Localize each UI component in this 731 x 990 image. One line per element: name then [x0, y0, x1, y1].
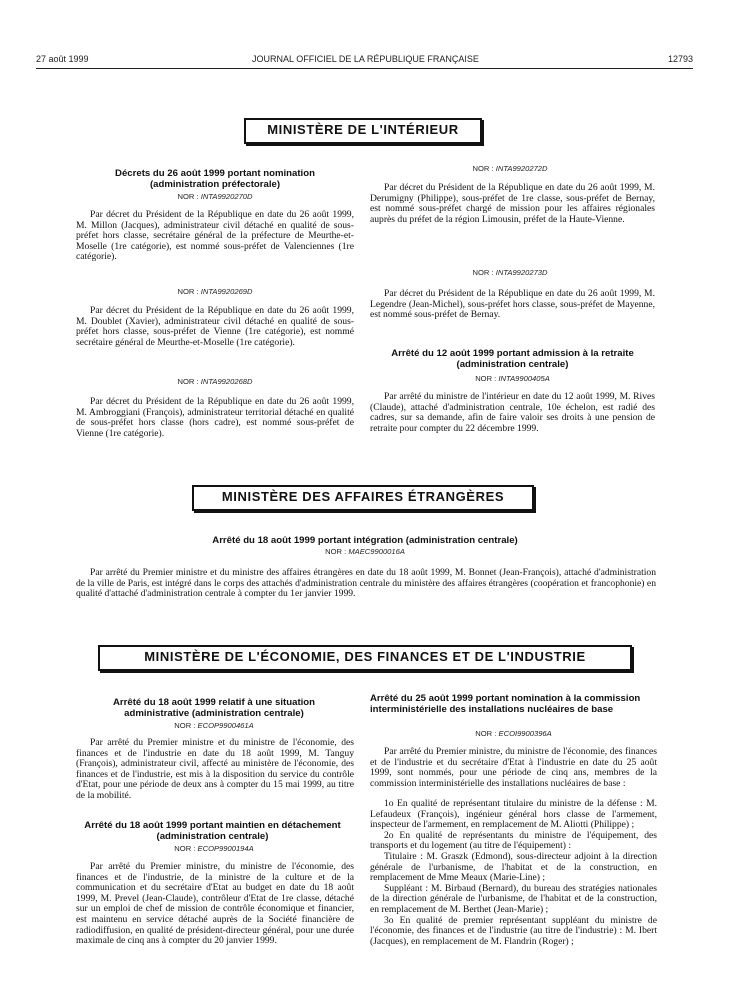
- nor-commission: NOR : ECOI9900396A: [475, 729, 552, 738]
- decrets-title: Décrets du 26 août 1999 portant nomination (administration préfectorale): [115, 168, 315, 190]
- arrete-situation-title: Arrêté du 18 août 1999 relatif à une situation administrative (administration centrale): [112, 697, 316, 719]
- decret-legendre: Par décret du Président de la République en date du 26 août 1999, M. Legendre (Jean-Michel), sous-préfet hors classe, sous-préfet de Mayenne, est nommé sous-préfet de Bernay.: [370, 288, 655, 321]
- list-item: 2o En qualité de représentants du ministre de l'équipement, des transports et du logement (au titre de l'équipement) :: [370, 829, 657, 852]
- nor-arrete-retraite: NOR : INTA9900405A: [475, 374, 550, 383]
- list-item: Suppléant : M. Birbaud (Bernard), du bureau des stratégies nationales de la direction générale de l'urbanisme, de l'habitat et de la construction, en remplacement de M. Berthet (Jean-Marie) ;: [370, 882, 657, 915]
- nor-integration: NOR : MAEC9900016A: [325, 547, 405, 556]
- nor-detachement: NOR : ECOP9900194A: [174, 844, 254, 853]
- decret-ambroggiani: Par décret du Président de la République en date du 26 août 1999, M. Ambroggiani (François), administrateur territorial détaché en qualité de sous-préfet hors classe (hors cadre), est nommé sous-préfet de Vienne (1re catégorie).: [76, 396, 354, 439]
- list-item: Titulaire : M. Graszk (Edmond), sous-directeur adjoint à la direction générale de l'urbanisme, de l'habitat et de la construction, en remplacement de Mme Meaux (Marie-Line) ;: [370, 850, 657, 884]
- list-item: 3o En qualité de premier représentant suppléant du ministre de l'économie, des finances et de l'industrie (au titre de l'industrie) : M. Ibert (Jacques), en remplacement de M. Flandrin (Roger) ;: [370, 914, 657, 947]
- decret-derumigny: Par décret du Président de la République en date du 26 août 1999, M. Derumigny (Philippe), sous-préfet de 1re classe, sous-préfet de Bernay, est nommé sous-préfet chargé de mission pour les affaires régionales auprès du préfet de la région Limousin, préfet de la Haute-Vienne.: [370, 182, 655, 225]
- decret-millon: Par décret du Président de la République en date du 26 août 1999, M. Millon (Jacques), administrateur civil détaché en qualité de sous-préfet hors classe, secrétaire général de la préfecture de Meurthe-et-Moselle (1re catégorie), est nommé sous-préfet de Valenciennes (1re catégorie).: [76, 209, 354, 263]
- nor-d5: NOR : INTA9920273D: [472, 268, 548, 277]
- header-journal-title: JOURNAL OFFICIEL DE LA RÉPUBLIQUE FRANÇAISE: [252, 54, 479, 64]
- ministry-affaires-heading: MINISTÈRE DES AFFAIRES ÉTRANGÈRES: [192, 485, 534, 511]
- arrete-commission-title: Arrêté du 25 août 1999 portant nomination à la commission interministérielle des installations nucléaires de base: [370, 693, 641, 715]
- arrete-bonnet: Par arrêté du Premier ministre et du ministre des affaires étrangères en date du 18 août 1999, M. Bonnet (Jean-François), attaché d'administration de la ville de Paris, est intégré dans le corps des attachés d'administration centrale du ministère des affaires étrangères (coopération et francophonie) en qualité d'attaché d'administration centrale à compter du 1er janvier 1999.: [76, 567, 656, 600]
- nor-d4: NOR : INTA9920272D: [472, 164, 548, 173]
- commission-members-list: [370, 799, 657, 947]
- arrete-prevel: Par arrêté du Premier ministre, du ministre de l'économie, des finances et de l'industrie, de la ministre de la culture et de la communication et du secrétaire d'Etat au budget en date du 18 août 1999, M. Prevel (Jean-Claude), contrôleur d'Etat de 1re classe, détaché sur un emploi de chef de mission de contrôle économique et financier, est maintenu en service détaché auprès de la Société financière de radiodiffusion, en qualité de président-directeur général, pour une durée maximale de cinq ans à compter du 20 janvier 1999.: [76, 861, 354, 947]
- arrete-integration-title: Arrêté du 18 août 1999 portant intégration (administration centrale): [212, 535, 518, 546]
- header-rule: [36, 68, 693, 69]
- ministry-interieur-heading: MINISTÈRE DE L'INTÉRIEUR: [244, 118, 482, 144]
- nor-d2: NOR : INTA9920269D: [177, 287, 253, 296]
- list-item: 1o En qualité de représentant titulaire du ministre de la défense : M. Lefaudeux (François), ingénieur général hors classe de l'armement, inspecteur de l'armement, en remplacement de M. Aliotti (Philippe) ;: [370, 798, 657, 831]
- nor-d3: NOR : INTA9920268D: [177, 377, 253, 386]
- arrete-rives: Par arrêté du ministre de l'intérieur en date du 12 août 1999, M. Rives (Claude), attaché d'administration centrale, 10e échelon, est radié des cadres, sur sa demande, afin de faire valoir ses droits à une pension de retraite pour compter du 22 décembre 1999.: [370, 391, 655, 434]
- header-date: 27 août 1999: [36, 54, 89, 64]
- decret-doublet: Par décret du Président de la République en date du 26 août 1999, M. Doublet (Xavier), administrateur civil détaché en qualité de sous-préfet hors classe, sous-préfet de Vienne (1re catégorie), est nommé secrétaire général de Meurthe-et-Moselle (1re catégorie).: [76, 305, 354, 348]
- ministry-economie-heading: MINISTÈRE DE L'ÉCONOMIE, DES FINANCES ET DE L'INDUSTRIE: [98, 645, 632, 671]
- arrete-retraite-title: Arrêté du 12 août 1999 portant admission à la retraite (administration centrale): [391, 348, 634, 370]
- header-page-number: 12793: [667, 54, 693, 64]
- nor-d1: NOR : INTA9920270D: [177, 192, 253, 201]
- arrete-commission-intro: Par arrêté du Premier ministre, du ministre de l'économie, des finances et de l'industrie et du secrétaire d'Etat à l'industrie en date du 25 août 1999, sont nommés, pour une période de cinq ans, membres de la commission interministérielle des installations nucléaires de base :: [370, 746, 657, 789]
- arrete-detachement-title: Arrêté du 18 août 1999 portant maintien en détachement (administration centrale): [84, 820, 341, 842]
- arrete-tanguy: Par arrêté du Premier ministre et du ministre de l'économie, des finances et de l'industrie en date du 18 août 1999, M. Tanguy (François), administrateur civil, affecté au ministère de l'économie, des finances et de l'industrie, est mis à la disposition du service du contrôle d'Etat, pour une période de deux ans à compter du 15 mai 1999, au titre de la mobilité.: [76, 737, 354, 801]
- nor-situation: NOR : ECOP9900461A: [174, 721, 254, 730]
